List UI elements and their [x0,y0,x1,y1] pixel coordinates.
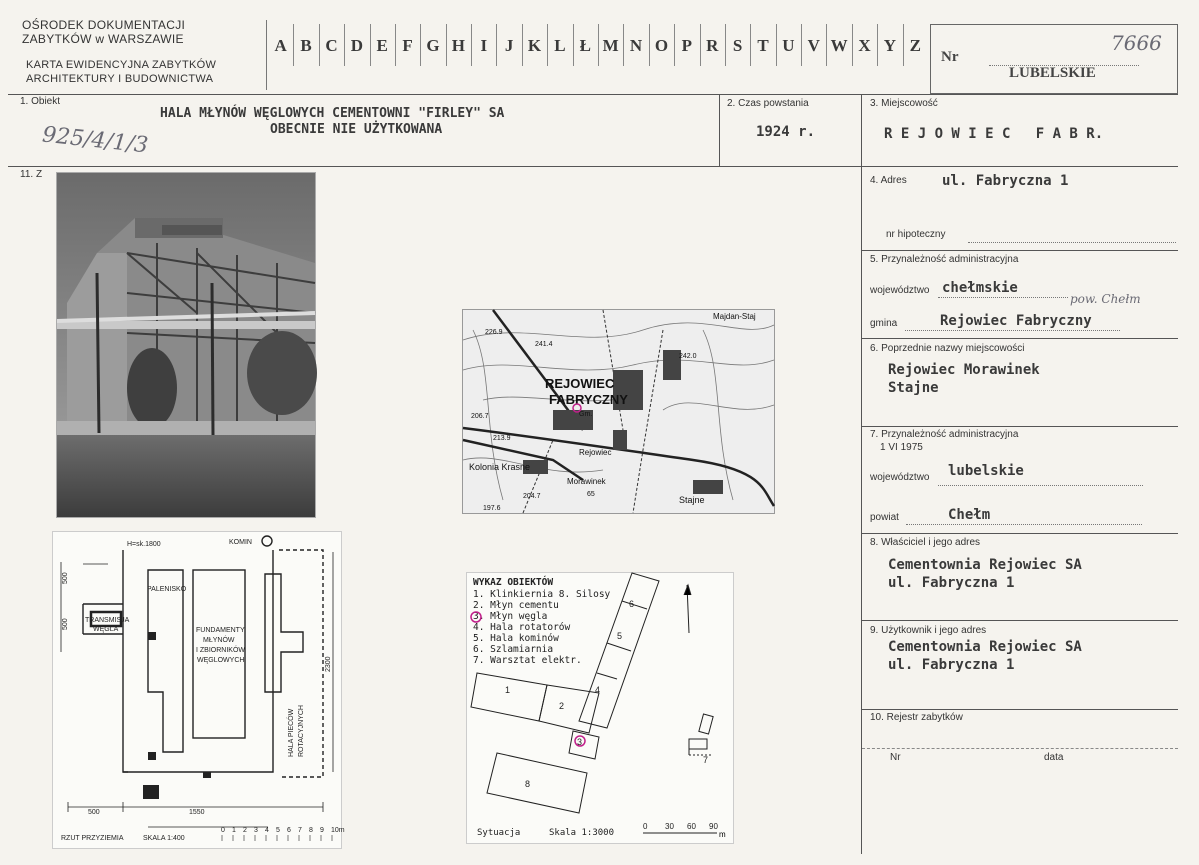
former-names-label: 6. Poprzednie nazwy miejscowości [870,343,1025,354]
fp-dim-500-mid: 500 [62,618,69,630]
site-legend-item: 7. Warsztat elektr. [473,655,582,666]
alphabet-letter: N [629,36,643,55]
admin-1975-date: 1 VI 1975 [880,442,923,453]
site-number-6: 6 [629,599,635,609]
fp-scale-tick: 10m [331,827,345,834]
locality-value: R E J O W I E C F A B R. [884,126,1104,142]
user-value [888,638,1082,674]
address-value: ul. Fabryczna 1 [942,173,1069,189]
nr-label: Nr [941,49,959,65]
alphabet-letter: D [350,36,363,55]
fp-scale-tick: 6 [287,827,291,834]
fp-scale-bar [221,827,345,841]
map-elevation-6: 197.6 [483,505,501,512]
site-scale-unit: m [719,830,726,839]
fp-scale-tick: 1 [232,827,236,834]
alphabet-letter: L [554,36,566,55]
former-name-1: Rejowiec Morawinek [888,362,1040,378]
register-dashed-line [862,748,1178,749]
user-line-2: ul. Fabryczna 1 [888,657,1015,673]
legend-highlight-3 [471,612,481,622]
map-label-fabryczny: FABRYCZNY [549,392,628,407]
map-label-rejowiec-station: Rejowiec [579,448,612,457]
alphabet-letter: E [376,36,388,55]
right-divider-3 [861,426,1178,427]
fp-scale-tick: 8 [309,827,313,834]
site-number-5: 5 [617,631,623,641]
creation-time-label: 2. Czas powstania [727,98,809,109]
fp-chimney-label: KOMIN [229,539,252,546]
admin-1975-powiat-dotted-line [906,524,1142,525]
site-legend-item: 2. Młyn cementu [473,600,559,611]
alphabet-separator [344,24,345,66]
alphabet-letter: V [807,36,820,55]
alphabet-separator [293,24,294,66]
map-elevation-2: 241.4 [535,341,553,348]
alphabet-letter: X [858,36,871,55]
alphabet-separator [547,24,548,66]
map-elevation-8: 213.9 [493,435,511,442]
right-divider-6 [861,709,1178,710]
alphabet-separator [725,24,726,66]
alphabet-letter: J [504,36,514,55]
fp-scale-tick: 4 [265,827,269,834]
right-divider-4 [861,533,1178,534]
location-map-image [463,310,774,513]
object-name-line-2: OBECNIE NIE UŻYTKOWANA [270,122,443,137]
alphabet-separator [801,24,802,66]
fp-scale-tick: 0 [221,827,225,834]
alphabet-separator [877,24,878,66]
admin-voiv-label: województwo [870,285,930,296]
site-scale-tick: 0 [643,822,648,831]
alphabet-separator [903,24,904,66]
alphabet-letter: K [527,36,542,55]
alphabet-letter: Ł [579,36,591,55]
locality-label: 3. Miejscowość [870,98,938,109]
creation-time-value: 1924 r. [756,124,816,140]
site-legend-item: 5. Hala kominów [473,633,559,644]
mortgage-label: nr hipoteczny [886,229,946,240]
alphabet-letter: T [757,36,769,55]
fp-foundations-line-4: WĘGLOWYCH [197,657,245,664]
fp-caption: RZUT PRZYZIEMIA [61,835,124,842]
alphabet-separator [573,24,574,66]
owner-line-2: ul. Fabryczna 1 [888,575,1015,591]
location-map [462,309,775,514]
fp-dim-500-top: 500 [62,572,69,584]
site-plan-title: WYKAZ OBIEKTÓW [473,577,554,588]
site-number-7: 7 [703,755,709,765]
fp-scale-tick: 9 [320,827,324,834]
institution-line-2: ZABYTKÓW w WARSZAWIE [22,32,184,46]
alphabet-letter: C [325,36,338,55]
alphabet-separator [522,24,523,66]
fp-transmission-line-1: TRANSMISJA [85,617,130,624]
map-label-kolonia: Kolonia Krasne [469,462,531,472]
card-type [26,58,216,86]
card-type-line-2: ARCHITEKTURY I BUDOWNICTWA [26,73,214,85]
alphabet-separator [852,24,853,66]
nr-box [930,24,1178,94]
site-scale-tick: 30 [665,822,674,831]
admin-voiv-value: chełmskie [942,280,1018,296]
fp-scale-tick: 5 [276,827,280,834]
object-label: 1. Obiekt [20,96,61,107]
register-date-label: data [1044,752,1064,763]
site-number-3: 3 [577,737,583,747]
fp-dim-2300: 2300 [325,656,332,672]
user-line-1: Cementownia Rejowiec SA [888,639,1082,655]
former-names-value [888,361,1040,397]
user-label: 9. Użytkownik i jego adres [870,625,987,636]
site-plan-scale-bar [643,822,726,839]
alphabet-separator [750,24,751,66]
site-plan-drawing [467,573,733,843]
fp-height-label: H=sk.1800 [127,541,161,548]
building-photo [56,172,316,518]
fp-foundations-line-2: MŁYNÓW [203,637,235,644]
admin-1975-powiat-label: powiat [870,512,899,523]
institution-line-1: OŚRODEK DOKUMENTACJI [22,18,186,32]
alphabet-letter: A [274,36,287,55]
admin-1975-voiv-label: województwo [870,472,930,483]
former-name-2: Stajne [888,380,939,396]
alphabet-letter: Z [909,36,921,55]
alphabet-letter: M [602,36,619,55]
alphabet-separator [319,24,320,66]
alphabet-letter: S [732,36,743,55]
floor-plan-drawing [53,532,345,848]
fp-dim-500-bottom: 500 [88,809,100,816]
alphabet-letter: F [402,36,413,55]
fp-scale: SKALA 1:400 [143,835,185,842]
fp-foundations-line-1: FUNDAMENTY [196,627,245,634]
alphabet-letter: I [480,36,488,55]
alphabet-letter: U [782,36,795,55]
map-label-stajne: Stajne [679,495,705,505]
alphabet-separator [826,24,827,66]
card-type-line-1: KARTA EWIDENCYJNA ZABYTKÓW [26,59,217,71]
floor-plan [52,531,345,849]
alphabet-separator [598,24,599,66]
mortgage-dotted-line [968,242,1176,243]
right-divider-2 [861,338,1178,339]
fp-kiln-line-1: HALA PIECÓW [288,708,295,757]
alphabet-letter: B [300,36,312,55]
owner-line-1: Cementownia Rejowiec SA [888,557,1082,573]
col-divider-a [719,94,720,166]
row-divider-1 [8,94,1178,95]
site-number-1: 1 [505,685,511,695]
fp-scale-tick: 7 [298,827,302,834]
map-label-majdan: Majdan-Staj [713,312,756,321]
object-name-line-1: HALA MŁYNÓW WĘGLOWYCH CEMENTOWNI "FIRLEY" SA [160,106,505,121]
admin-voiv-dotted-line [938,297,1068,298]
alphabet-separator [420,24,421,66]
alphabet-separator [395,24,396,66]
site-legend-item: 3. Młyn węgla [473,611,548,622]
alphabet-letter: Y [883,36,897,55]
fp-transmission-line-2: WĘGLA [93,626,119,633]
site-plan-scale: Skala 1:3000 [549,828,615,838]
handwritten-code: 925/4/1/3 [40,122,150,159]
building-photo-image [57,173,315,517]
photo-field-label: 11. Z [20,169,43,180]
map-elevation-4: 206.7 [471,413,489,420]
address-label: 4. Adres [870,175,907,186]
alphabet-letter: P [681,36,693,55]
map-elevation-1: 226.9 [485,329,503,336]
alphabet-separator [496,24,497,66]
alphabet-separator [700,24,701,66]
admin-gmina-label: gmina [870,318,898,329]
site-scale-tick: 90 [709,822,718,831]
alphabet-letter: W [830,36,848,55]
admin-1975-voiv-dotted-line [938,485,1143,486]
alphabet-letter: R [706,36,719,55]
site-plan [466,572,734,844]
fp-dim-1550: 1550 [189,809,205,816]
alphabet-separator [649,24,650,66]
map-elevation-3: 242.0 [679,353,697,360]
admin-gmina-dotted-line [905,330,1120,331]
alphabet-left-border [266,20,267,90]
admin-label: 5. Przynależność administracyjna [870,254,1019,265]
admin-1975-powiat-value: Chełm [948,507,991,523]
map-label-morawinek: Morawinek [567,477,606,486]
register-label: 10. Rejestr zabytków [870,712,963,723]
alphabet-separator [623,24,624,66]
admin-1975-voiv-value: lubelskie [948,463,1024,479]
voivodeship-header: LUBELSKIE [1009,65,1096,81]
alphabet-letter: G [426,36,440,55]
owner-value [888,556,1082,592]
site-number-8: 8 [525,779,531,789]
map-elevation-7: 65 [587,491,595,498]
alphabet-separator [674,24,675,66]
row-divider-2 [8,166,1178,167]
site-number-4: 4 [595,685,601,695]
site-plan-caption: Sytuacja [477,828,521,838]
site-legend-item: 4. Hala rotatorów [473,622,571,633]
fp-scale-tick: 2 [243,827,247,834]
fp-scale-tick: 3 [254,827,258,834]
site-legend-item: 1. Klinkiernia 8. Silosy [473,589,611,600]
object-name [160,106,504,138]
alphabet-separator [471,24,472,66]
owner-label: 8. Właściciel i jego adres [870,537,981,548]
col-divider-b [861,94,862,854]
map-label-rejowiec: REJOWIEC [545,376,615,391]
map-label-gm: Gm. [579,411,593,418]
alphabet-separator [776,24,777,66]
site-number-2: 2 [559,701,565,711]
nr-value: 7666 [1111,31,1162,55]
fp-kiln-line-2: ROTACYJNYCH [298,705,305,757]
site-scale-tick: 60 [687,822,696,831]
institution-name [22,18,185,46]
admin-gmina-value: Rejowiec Fabryczny [940,313,1092,329]
fp-foundations-line-3: I ZBIORNIKÓW [196,647,245,654]
register-nr-label: Nr [890,752,901,763]
right-divider-1 [861,250,1178,251]
admin-1975-label: 7. Przynależność administracyjna [870,429,1019,440]
map-elevation-5: 204.7 [523,493,541,500]
right-divider-5 [861,620,1178,621]
alphabet-letter: O [654,36,669,55]
fp-furnace-label: PALENISKO [147,586,187,593]
alphabet-letter: H [451,36,465,55]
admin-hand-note: pow. Chełm [1070,292,1141,306]
alphabet-separator [370,24,371,66]
site-legend-item: 6. Szlamiarnia [473,644,554,655]
alphabet-separator [446,24,447,66]
